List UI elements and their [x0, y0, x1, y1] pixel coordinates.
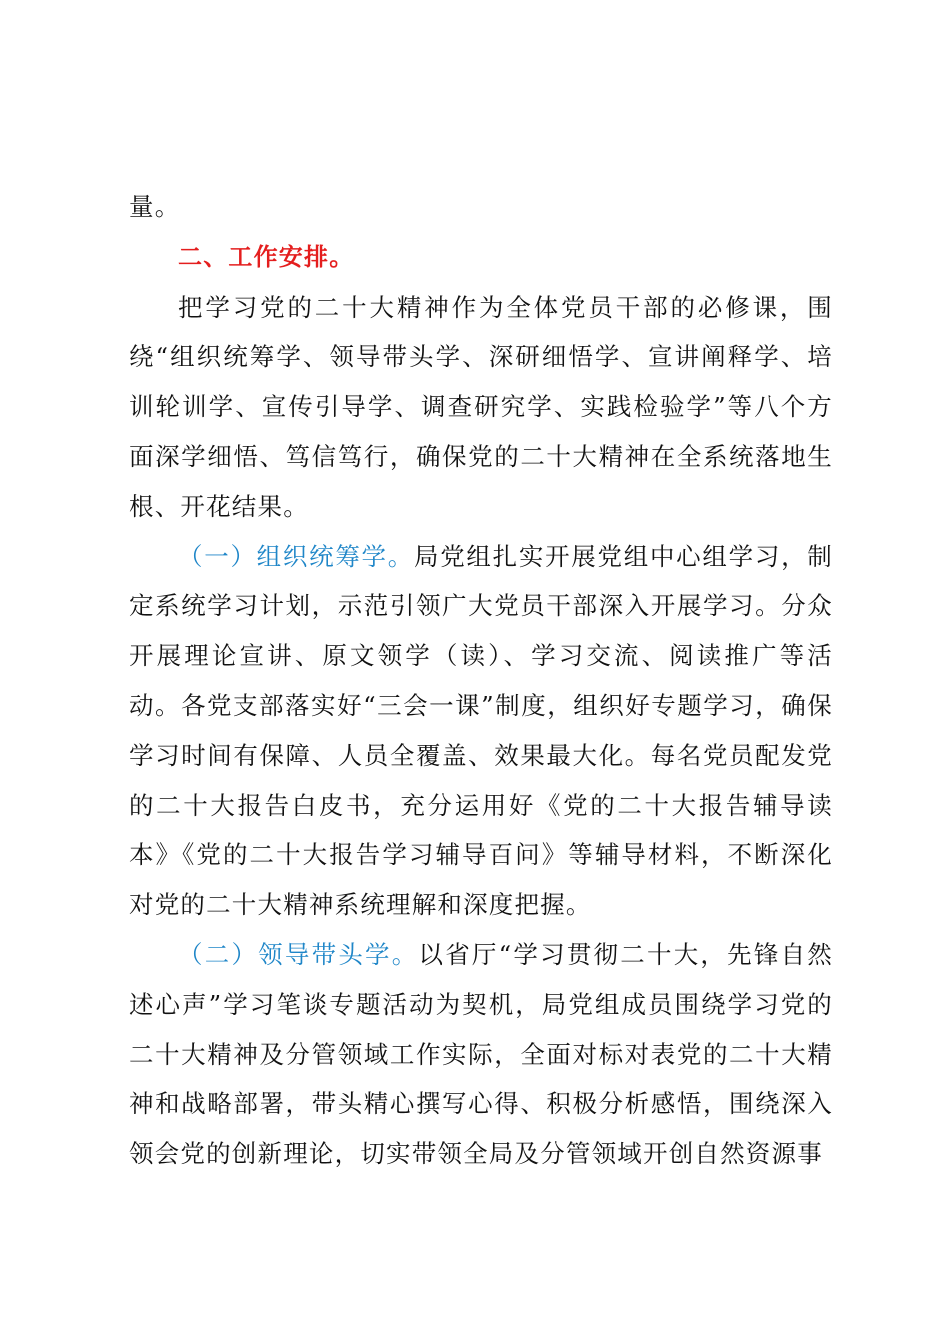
section-heading: 二、工作安排。 [178, 242, 355, 271]
item-paragraph-2 [129, 930, 833, 1179]
item-paragraph-1 [129, 532, 833, 930]
document-body [129, 182, 833, 1179]
continuation-text: 量。 [129, 192, 181, 221]
section-heading-wrapper [129, 232, 833, 283]
item-text-1: 局党组扎实开展党组中心组学习，制定系统学习计划，示范引领广大党员干部深入开展学习。分众开展理论宣讲、原文领学（读）、学习交流、阅读推广等活动。各党支部落实好“三会一课”制度，组织好专题学习，确保学习时间有保障、人员全覆盖、效果最大化。每名党员配发党的二十大报告白皮书，充分运用好《党的二十大报告辅导读本》《党的二十大报告学习辅导百问》等辅导材料，不断深化对党的二十大精神系统理解和深度把握。 [129, 541, 833, 920]
item-label-2: （二）领导带头学。 [178, 939, 419, 969]
item-text-2: 以省厅“学习贯彻二十大，先锋自然述心声”学习笔谈专题活动为契机，局党组成员围绕学习党的二十大精神及分管领域工作实际，全面对标对表党的二十大精神和战略部署，带头精心撰写心得、积极分析感悟，围绕深入领会党的创新理论，切实带领全局及分管领域开创自然资源事 [129, 939, 833, 1169]
intro-paragraph: 把学习党的二十大精神作为全体党员干部的必修课，围绕“组织统筹学、领导带头学、深研细悟学、宣讲阐释学、培训轮训学、宣传引导学、调查研究学、实践检验学”等八个方面深学细悟、笃信笃行，确保党的二十大精神在全系统落地生根、开花结果。 [129, 292, 833, 521]
item-label-1: （一）组织统筹学。 [178, 541, 414, 571]
